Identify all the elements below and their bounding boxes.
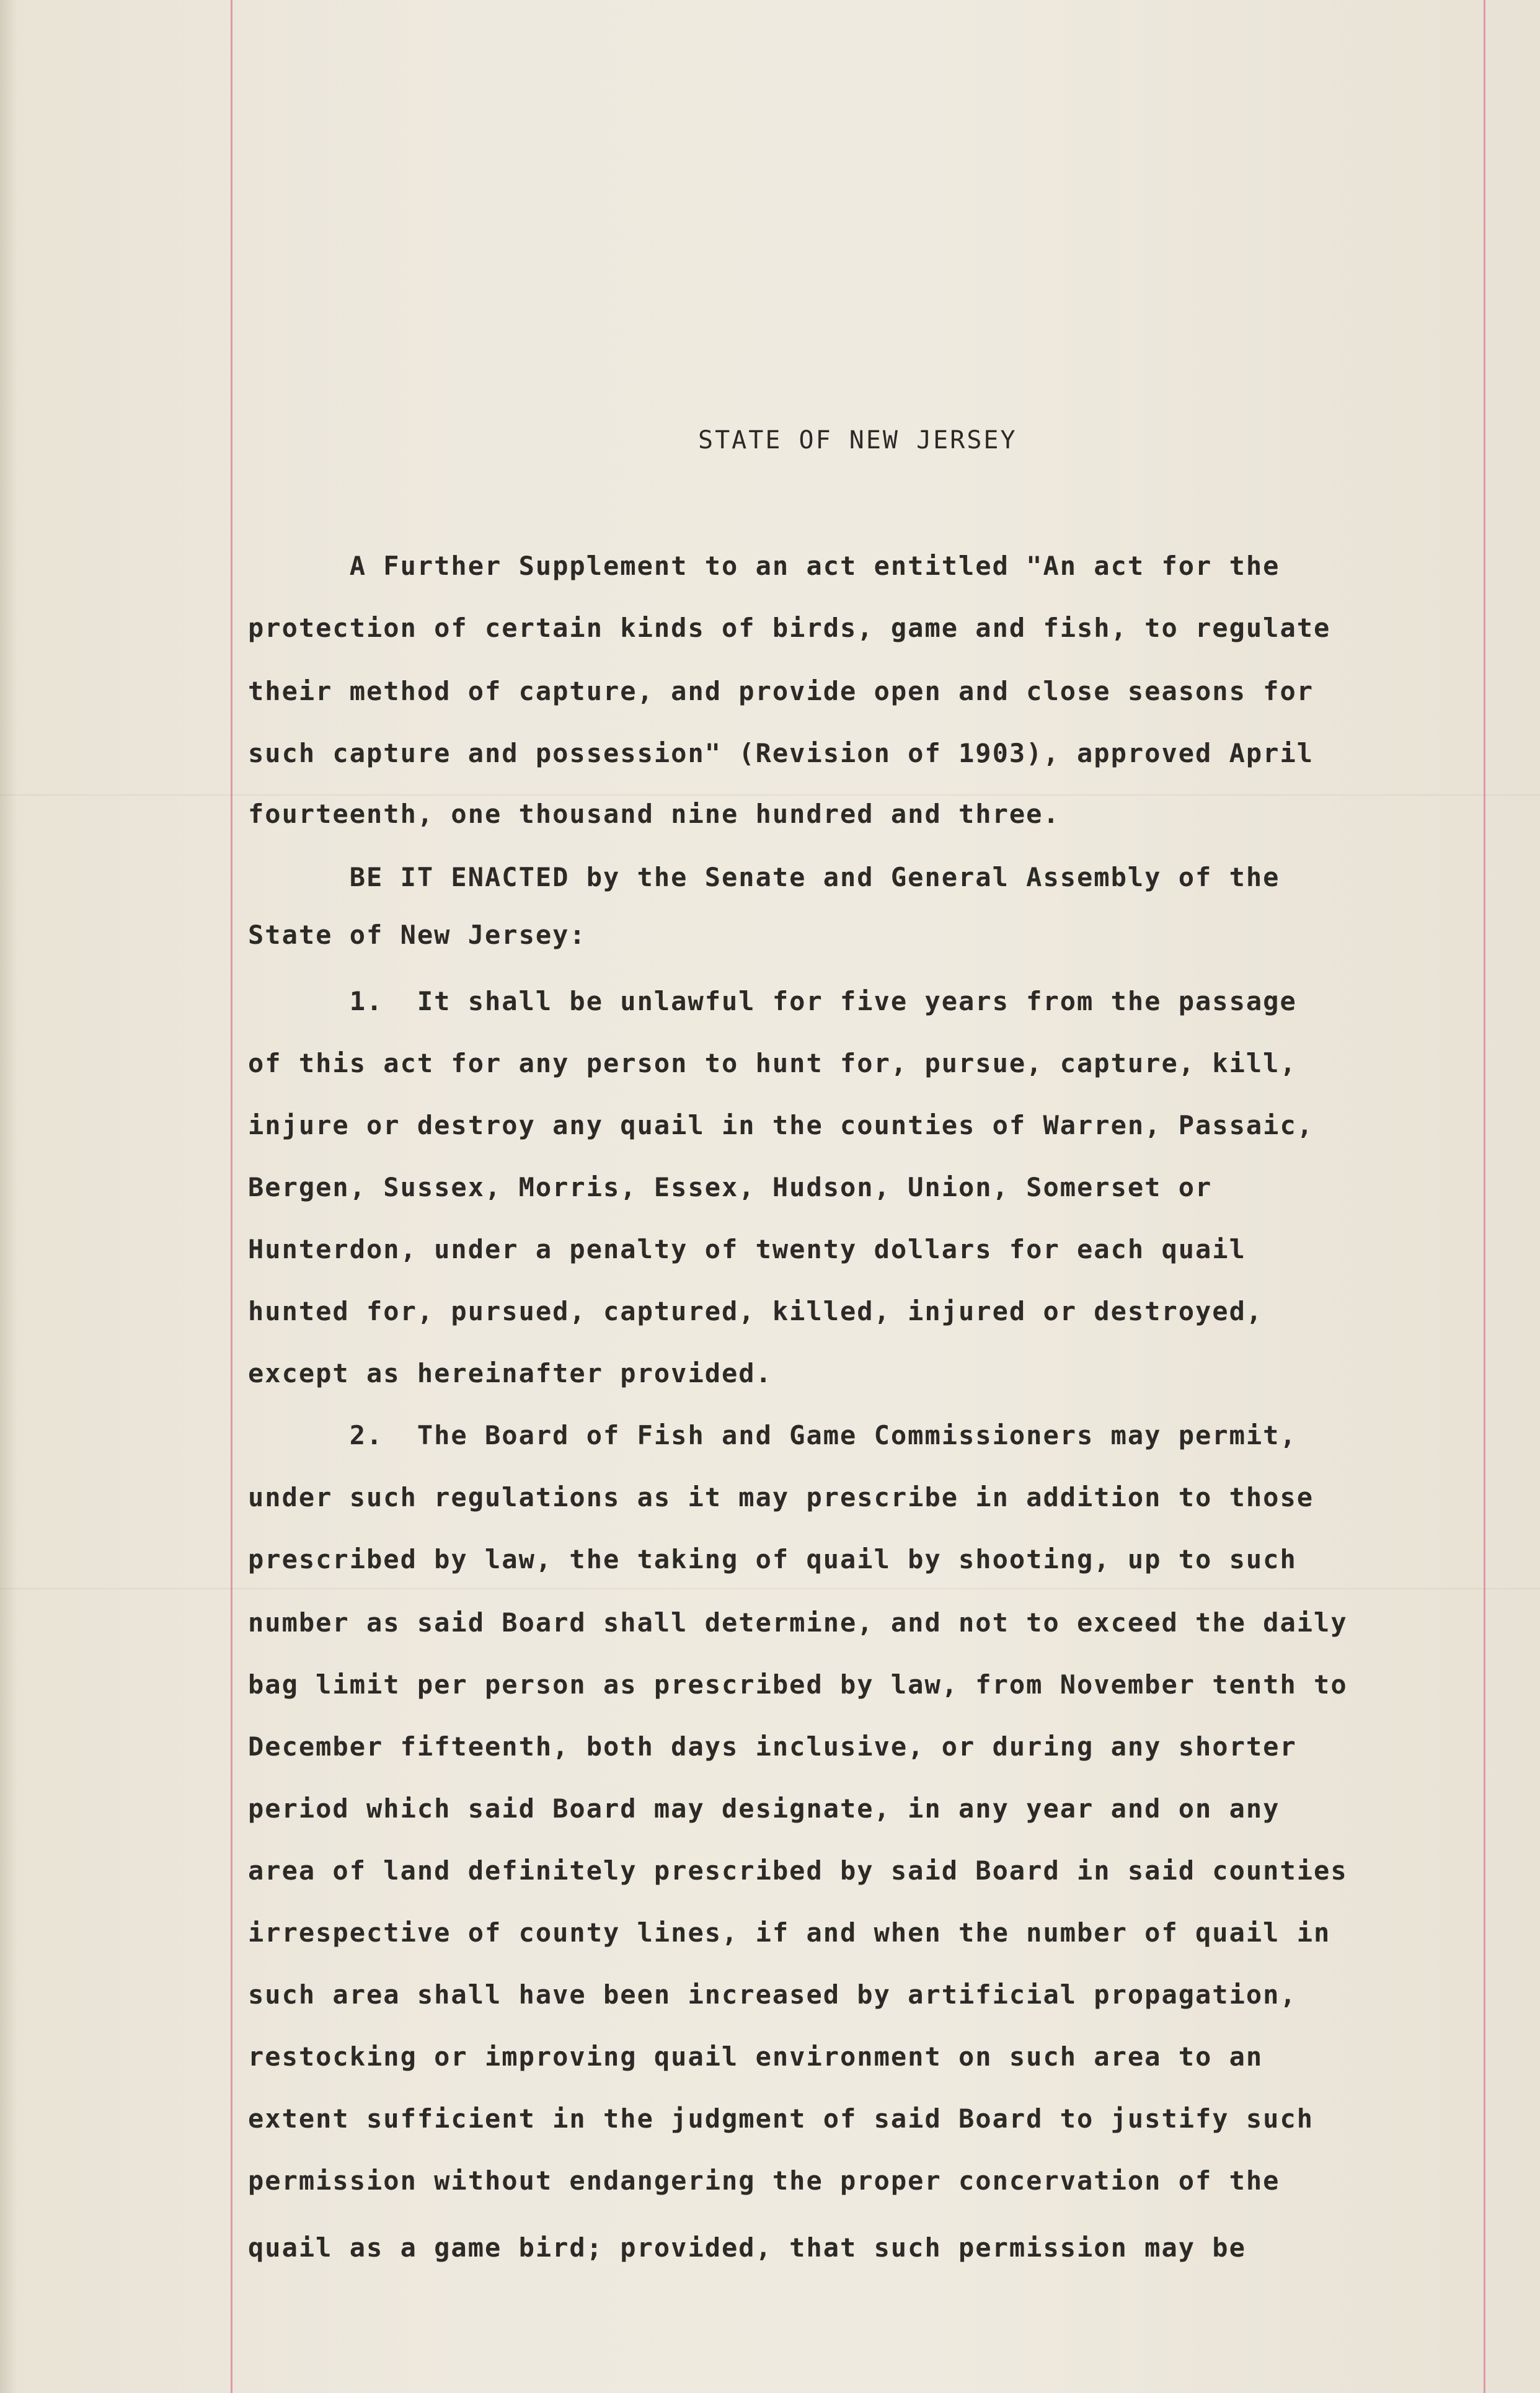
text-line: fourteenth, one thousand nine hundred and three. xyxy=(248,799,1060,829)
text-line: Bergen, Sussex, Morris, Essex, Hudson, Union, Somerset or xyxy=(248,1172,1213,1202)
text-line: 2. The Board of Fish and Game Commissioners may permit, xyxy=(248,1420,1297,1450)
text-line: their method of capture, and provide open and close seasons for xyxy=(248,676,1314,706)
text-line: BE IT ENACTED by the Senate and General Assembly of the xyxy=(248,862,1280,892)
text-line: such area shall have been increased by artificial propagation, xyxy=(248,1979,1297,2010)
text-line: A Further Supplement to an act entitled "An act for the xyxy=(248,551,1280,581)
text-line: such capture and possession" (Revision of 1903), approved April xyxy=(248,738,1314,768)
left-margin-rule xyxy=(231,0,232,2393)
text-line: irrespective of county lines, if and when the number of quail in xyxy=(248,1917,1331,1948)
right-margin-rule xyxy=(1484,0,1485,2393)
document-title: STATE OF NEW JERSEY xyxy=(698,426,1017,455)
text-line: except as hereinafter provided. xyxy=(248,1358,772,1388)
text-line: protection of certain kinds of birds, game and fish, to regulate xyxy=(248,613,1331,643)
text-line: permission without endangering the proper concervation of the xyxy=(248,2165,1280,2196)
text-line: quail as a game bird; provided, that such permission may be xyxy=(248,2232,1246,2263)
text-line: hunted for, pursued, captured, killed, injured or destroyed, xyxy=(248,1296,1263,1326)
text-line: State of New Jersey: xyxy=(248,920,586,950)
text-line: period which said Board may designate, in any year and on any xyxy=(248,1793,1280,1824)
text-line: Hunterdon, under a penalty of twenty dollars for each quail xyxy=(248,1234,1246,1264)
text-line: bag limit per person as prescribed by law, from November tenth to xyxy=(248,1669,1348,1700)
paper-edge-shadow xyxy=(0,0,17,2393)
text-line: extent sufficient in the judgment of said Board to justify such xyxy=(248,2103,1314,2134)
text-line: area of land definitely prescribed by said Board in said counties xyxy=(248,1855,1348,1886)
text-line: restocking or improving quail environment on such area to an xyxy=(248,2041,1263,2072)
text-line: injure or destroy any quail in the counties of Warren, Passaic, xyxy=(248,1110,1314,1140)
text-line: prescribed by law, the taking of quail by shooting, up to such xyxy=(248,1544,1297,1574)
text-line: under such regulations as it may prescribe in addition to those xyxy=(248,1482,1314,1512)
text-line: of this act for any person to hunt for, pursue, capture, kill, xyxy=(248,1048,1297,1078)
text-line: December fifteenth, both days inclusive, or during any shorter xyxy=(248,1731,1297,1762)
text-line: number as said Board shall determine, and not to exceed the daily xyxy=(248,1607,1348,1638)
text-line: 1. It shall be unlawful for five years from the passage xyxy=(248,986,1297,1016)
